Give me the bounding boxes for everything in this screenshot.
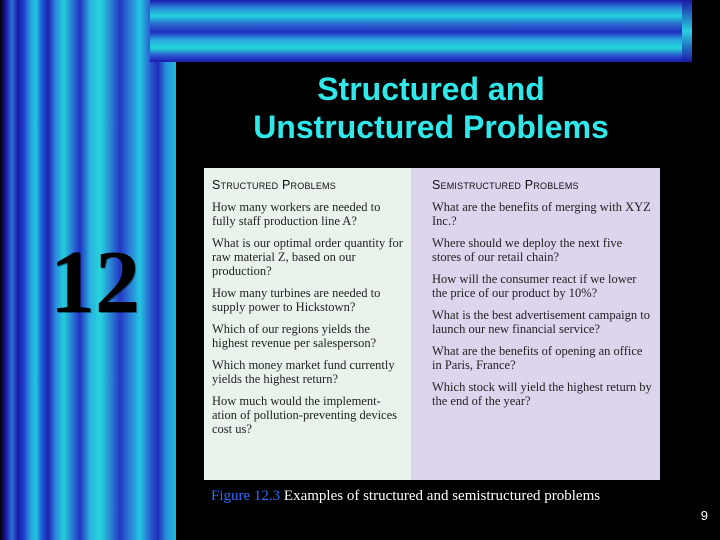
semistructured-item: Which stock will yield the highest return by the end of the year? xyxy=(432,380,652,408)
structured-item: What is our optimal order quantity for raw material Z, based on our production? xyxy=(212,236,403,278)
figure-caption xyxy=(211,486,651,507)
decorative-top-bars xyxy=(150,0,720,62)
semistructured-column xyxy=(411,168,660,480)
structured-heading: Structured Problems xyxy=(212,178,336,192)
figure-label: Figure 12.3 xyxy=(211,488,281,504)
chapter-number: 12 xyxy=(50,233,140,332)
structured-item: Which money market fund currently yields the highest return? xyxy=(212,358,395,386)
page-number: 9 xyxy=(700,508,708,523)
decorative-top-right-strip xyxy=(682,0,692,62)
semistructured-item: What is the best advertisement campaign to launch our new financial service? xyxy=(432,308,650,336)
structured-item: Which of our regions yields the highest revenue per salesperson? xyxy=(212,322,377,350)
title-line-1: Structured and xyxy=(317,71,545,107)
structured-item: How many turbines are needed to supply power to Hickstown? xyxy=(212,286,381,314)
figure-table xyxy=(204,168,660,480)
semistructured-item: What are the benefits of merging with XYZ Inc.? xyxy=(432,200,651,228)
structured-column xyxy=(204,168,411,480)
semistructured-item: How will the consumer react if we lower the price of our product by 10%? xyxy=(432,272,637,300)
figure-caption-text: Examples of structured and semistructured problems xyxy=(280,488,601,504)
semistructured-item: Where should we deploy the next five stores of our retail chain? xyxy=(432,236,623,264)
structured-item: How much would the implement-ation of pollution-preventing devices cost us? xyxy=(212,394,398,436)
title-line-2: Unstructured Problems xyxy=(253,109,609,145)
semistructured-item: What are the benefits of opening an office in Paris, France? xyxy=(432,344,643,372)
structured-item: How many workers are needed to fully staff production line A? xyxy=(212,200,381,228)
slide-title xyxy=(176,70,686,146)
semistructured-heading: Semistructured Problems xyxy=(432,178,579,192)
decorative-top-right-gap xyxy=(692,0,720,62)
